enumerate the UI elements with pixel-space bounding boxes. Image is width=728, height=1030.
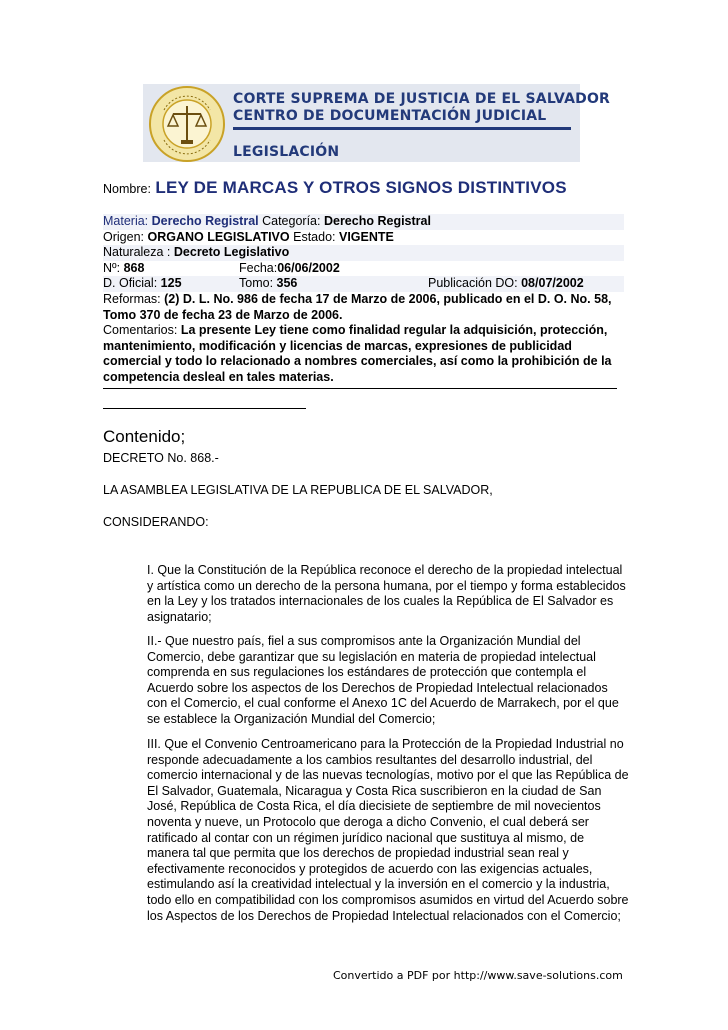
nombre-label: Nombre:: [103, 182, 151, 196]
law-title-row: [103, 178, 567, 198]
numero-label: Nº:: [103, 260, 121, 275]
publicacion-value: 08/07/2002: [521, 276, 584, 291]
numero-row: [103, 261, 624, 277]
publicacion-cell: [428, 276, 584, 292]
law-title: LEY DE MARCAS Y OTROS SIGNOS DISTINTIVOS: [155, 178, 567, 197]
numero-value: 868: [123, 260, 145, 275]
reformas-label: Reformas:: [103, 291, 161, 306]
publicacion-label: Publicación DO:: [428, 276, 518, 291]
banner-center-name: CENTRO DE DOCUMENTACIÓN JUDICIAL: [233, 108, 547, 124]
origen-row: [103, 230, 624, 246]
fecha-cell: [239, 261, 340, 277]
naturaleza-row: [103, 245, 624, 261]
reformas-row: [103, 292, 624, 323]
comentarios-label: Comentarios:: [103, 323, 178, 338]
pdf-footer: Convertido a PDF por http://www.save-solutions.com: [333, 969, 623, 982]
naturaleza-label: Naturaleza :: [103, 245, 171, 260]
tomo-cell: [239, 276, 297, 292]
assembly-heading: LA ASAMBLEA LEGISLATIVA DE LA REPUBLICA DE EL SALVADOR,: [103, 483, 493, 497]
law-metadata: [103, 214, 624, 386]
decree-number: DECRETO No. 868.-: [103, 451, 219, 465]
separator-line: [103, 388, 617, 389]
origen-value: ORGANO LEGISLATIVO: [147, 229, 290, 244]
banner-divider: [233, 127, 571, 130]
reformas-value: (2) D. L. No. 986 de fecha 17 de Marzo de 2006, publicado en el D. O. No. 58, Tomo 370 de fecha 23 de Marzo de 2006.: [103, 291, 612, 322]
estado-label: Estado:: [293, 229, 336, 244]
considerando-paragraph-3: III. Que el Convenio Centroamericano para la Protección de la Propiedad Industrial no responde adecuadamente a los cambios resultantes del desarrollo industrial, del comercio internacional y de las nuevas tecnologías, motivo por el que las República de El Salvador, Guatemala, Nicaragua y Costa Rica suscribieron en la ciudad de San José, República de Costa Rica, el día diecisiete de septiembre de mil novecientos noventa y nueve, un Protocolo que deroga a dicho Convenio, el cual deberá ser ratificado al contar con un régimen jurídico nacional que sustituya al mismo, de manera tal que permita que los derechos de propiedad industrial sean real y efectivamente reconocidos y protegidos de acuerdo con las exigencias actuales, estimulando así la creatividad intelectual y la inversión en el comercio y la industria, todo ello en compatibilidad con los compromisos asumidos en virtud del Acuerdo sobre los Aspectos de los Derechos de Propiedad Intelectual relacionados con el Comercio;: [147, 737, 629, 923]
naturaleza-value: Decreto Legislativo: [173, 245, 290, 260]
fecha-label: Fecha:: [239, 260, 278, 275]
categoria-value: Derecho Registral: [323, 214, 431, 228]
court-seal-logo: [146, 84, 228, 164]
fecha-value: 06/06/2002: [277, 260, 340, 275]
considerando-heading: CONSIDERANDO:: [103, 515, 209, 529]
materia-row: [103, 214, 624, 230]
origen-label: Origen:: [103, 229, 144, 244]
categoria-label: Categoría:: [262, 214, 321, 228]
tomo-label: Tomo:: [239, 276, 274, 291]
tomo-value: 356: [276, 276, 298, 291]
comentarios-value: La presente Ley tiene como finalidad regular la adquisición, protección, mantenimiento, modificación y licencias de marcas, expresiones de publicidad comercial y todo lo relacionado a nombres comerciales, así como la prohibición de la competencia desleal en tales materias.: [103, 323, 612, 384]
banner-section-name: LEGISLACIÓN: [233, 144, 340, 160]
doficial-row: [103, 276, 624, 292]
separator-line-short: [103, 408, 306, 409]
considerando-paragraph-1: I. Que la Constitución de la República reconoce el derecho de la propiedad intelectual y artística como un derecho de la persona humana, por el tiempo y forma establecidos en la Ley y los tratados internacionales de los cuales la República de El Salvador es asignatario;: [147, 563, 626, 624]
materia-label: Materia:: [103, 214, 149, 228]
comentarios-row: [103, 323, 624, 385]
doficial-value: 125: [160, 276, 182, 291]
content-heading: Contenido;: [103, 427, 186, 446]
estado-value: VIGENTE: [338, 229, 394, 244]
considerando-paragraph-2: II.- Que nuestro país, fiel a sus compromisos ante la Organización Mundial del Comercio, debe garantizar que su legislación en materia de propiedad intelectual comprenda en sus regulaciones los estándares de protección que contempla el Acuerdo sobre los aspectos de los Derechos de Propiedad Intelectual relacionados con el Comercio, el cual conforme el Anexo 1C del Acuerdo de Marrakech, por el que se establece la Organización Mundial del Comercio;: [147, 634, 619, 726]
materia-value: Derecho Registral: [151, 214, 259, 228]
banner-court-name: CORTE SUPREMA DE JUSTICIA DE EL SALVADOR: [233, 91, 611, 107]
doficial-label: D. Oficial:: [103, 276, 158, 291]
